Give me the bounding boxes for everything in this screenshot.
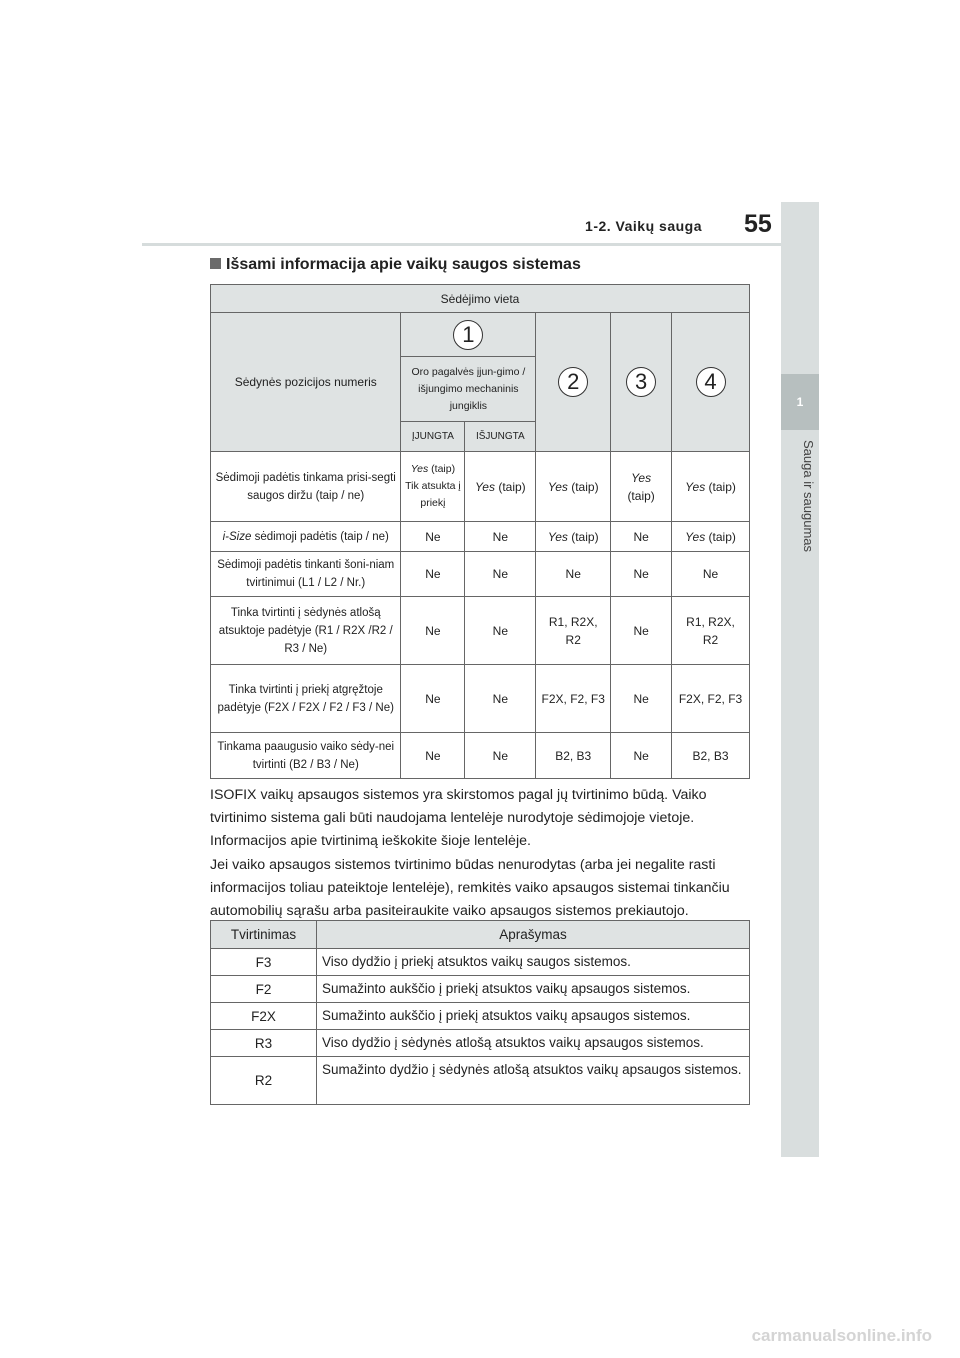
seating-position-header: Sėdėjimo vieta xyxy=(211,285,750,313)
table-row xyxy=(211,976,750,1003)
cell-seat2: R1, R2X, R2 xyxy=(536,597,611,665)
section-heading-text: Išsami informacija apie vaikų saugos sistemas xyxy=(226,256,581,273)
isofix-seating-table xyxy=(210,284,750,779)
fixture-description: Sumažinto aukščio į priekį atsuktos vaikų apsaugos sistemos. xyxy=(317,976,750,1003)
cell-seat1-on: Yes (taip) Tik atsukta į priekį xyxy=(401,452,465,522)
fixture-code: R2 xyxy=(211,1057,317,1105)
section-title: 1-2. Vaikų sauga xyxy=(585,218,702,234)
cell-seat3: Ne xyxy=(611,552,672,597)
cell-seat1-on: Ne xyxy=(401,552,465,597)
cell-seat1-off: Ne xyxy=(465,522,536,552)
cell-seat2: F2X, F2, F3 xyxy=(536,665,611,733)
table-row xyxy=(211,1030,750,1057)
table-row xyxy=(211,452,750,522)
seat-number-2-icon: 2 xyxy=(558,367,588,397)
seat-2-header xyxy=(536,313,611,452)
table-row xyxy=(211,733,750,779)
cell-seat4: Ne xyxy=(672,552,750,597)
cell-seat2: Yes (taip) xyxy=(536,522,611,552)
cell-seat3: Ne xyxy=(611,522,672,552)
fixture-type-table xyxy=(210,920,750,1105)
cell-seat1-on: Ne xyxy=(401,597,465,665)
cell-seat1-off: Ne xyxy=(465,597,536,665)
row-label: Tinka tvirtinti į sėdynės atlošą atsuktoje padėtyje (R1 / R2X /R2 / R3 / Ne) xyxy=(211,597,401,665)
airbag-switch-label: Oro pagalvės įjun-gimo / išjungimo mechaninis jungiklis xyxy=(401,357,536,422)
row-label: i-Size sėdimoji padėtis (taip / ne) xyxy=(211,522,401,552)
cell-seat2: Ne xyxy=(536,552,611,597)
column-header-description: Aprašymas xyxy=(317,921,750,949)
row-label: Tinkama paaugusio vaiko sėdy-nei tvirtinti (B2 / B3 / Ne) xyxy=(211,733,401,779)
column-header-fixture: Tvirtinimas xyxy=(211,921,317,949)
cell-seat1-off: Ne xyxy=(465,552,536,597)
cell-seat1-off: Ne xyxy=(465,733,536,779)
side-tab xyxy=(781,202,819,1157)
table-row xyxy=(211,949,750,976)
cell-seat2: Yes (taip) xyxy=(536,452,611,522)
header-rule xyxy=(142,243,782,246)
forward-only-note: Tik atsukta į priekį xyxy=(405,480,461,509)
cell-seat1-on: Ne xyxy=(401,733,465,779)
table-row xyxy=(211,597,750,665)
fixture-description: Sumažinto dydžio į sėdynės atlošą atsuktos vaikų apsaugos sistemos. xyxy=(317,1057,750,1105)
cell-seat1-on: Ne xyxy=(401,522,465,552)
fixture-description: Viso dydžio į priekį atsuktos vaikų saugos sistemos. xyxy=(317,949,750,976)
seat-position-number-label: Sėdynės pozicijos numeris xyxy=(211,313,401,452)
fixture-code: F2 xyxy=(211,976,317,1003)
row-label: Sėdimoji padėtis tinkama prisi-segti saugos diržu (taip / ne) xyxy=(211,452,401,522)
seat-1-header xyxy=(401,313,536,357)
cell-seat3: Yes (taip) xyxy=(611,452,672,522)
cell-seat4: Yes (taip) xyxy=(672,452,750,522)
table-row xyxy=(211,522,750,552)
side-tab-chapter-label: Sauga ir saugumas xyxy=(801,440,816,553)
seat-3-header xyxy=(611,313,672,452)
cell-seat4: R1, R2X, R2 xyxy=(672,597,750,665)
airbag-off-label: IŠJUNGTA xyxy=(465,422,536,452)
isofix-explanation xyxy=(210,784,755,923)
cell-seat2: B2, B3 xyxy=(536,733,611,779)
seat-4-header xyxy=(672,313,750,452)
row-label: Sėdimoji padėtis tinkanti šoni-niam tvirtinimui (L1 / L2 / Nr.) xyxy=(211,552,401,597)
table-row xyxy=(211,665,750,733)
seat-number-4-icon: 4 xyxy=(696,367,726,397)
paragraph-2: Jei vaiko apsaugos sistemos tvirtinimo būdas nenurodytas (arba jei negalite rasti informacijos toliau pateiktoje lentelėje), remkitės vaiko apsaugos sistemai tinkančiu automobilių sąrašu arba pasiteiraukite vaiko apsaugos sistemos prekiautojo. xyxy=(210,856,730,920)
cell-seat1-off: Yes (taip) xyxy=(465,452,536,522)
cell-seat4: B2, B3 xyxy=(672,733,750,779)
cell-seat1-on: Ne xyxy=(401,665,465,733)
fixture-description: Sumažinto aukščio į priekį atsuktos vaikų apsaugos sistemos. xyxy=(317,1003,750,1030)
cell-seat4: F2X, F2, F3 xyxy=(672,665,750,733)
fixture-code: F3 xyxy=(211,949,317,976)
seat-number-1-icon: 1 xyxy=(453,320,483,350)
table-row xyxy=(211,552,750,597)
table-row xyxy=(211,1003,750,1030)
table-row xyxy=(211,1057,750,1105)
row-label: Tinka tvirtinti į priekį atgręžtoje padėtyje (F2X / F2X / F2 / F3 / Ne) xyxy=(211,665,401,733)
cell-seat4: Yes (taip) xyxy=(672,522,750,552)
paragraph-1: ISOFIX vaikų apsaugos sistemos yra skirstomos pagal jų tvirtinimo būdą. Vaiko tvirtinimo sistema gali būti naudojama lentelėje nurodytoje sėdimojoje vietoje. Informacijos apie tvirtinimą ieškokite šioje lentelėje. xyxy=(210,787,707,850)
fixture-description: Viso dydžio į sėdynės atlošą atsuktos vaikų apsaugos sistemos. xyxy=(317,1030,750,1057)
section-heading xyxy=(210,256,581,274)
seat-number-3-icon: 3 xyxy=(626,367,656,397)
cell-seat3: Ne xyxy=(611,665,672,733)
cell-seat3: Ne xyxy=(611,733,672,779)
cell-seat1-off: Ne xyxy=(465,665,536,733)
page-number: 55 xyxy=(744,210,772,238)
square-bullet-icon xyxy=(210,258,221,269)
watermark: carmanualsonline.info xyxy=(751,1326,932,1345)
side-tab-chapter-number: 1 xyxy=(796,395,804,409)
fixture-code: R3 xyxy=(211,1030,317,1057)
cell-seat3: Ne xyxy=(611,597,672,665)
airbag-on-label: ĮJUNGTA xyxy=(401,422,465,452)
fixture-code: F2X xyxy=(211,1003,317,1030)
